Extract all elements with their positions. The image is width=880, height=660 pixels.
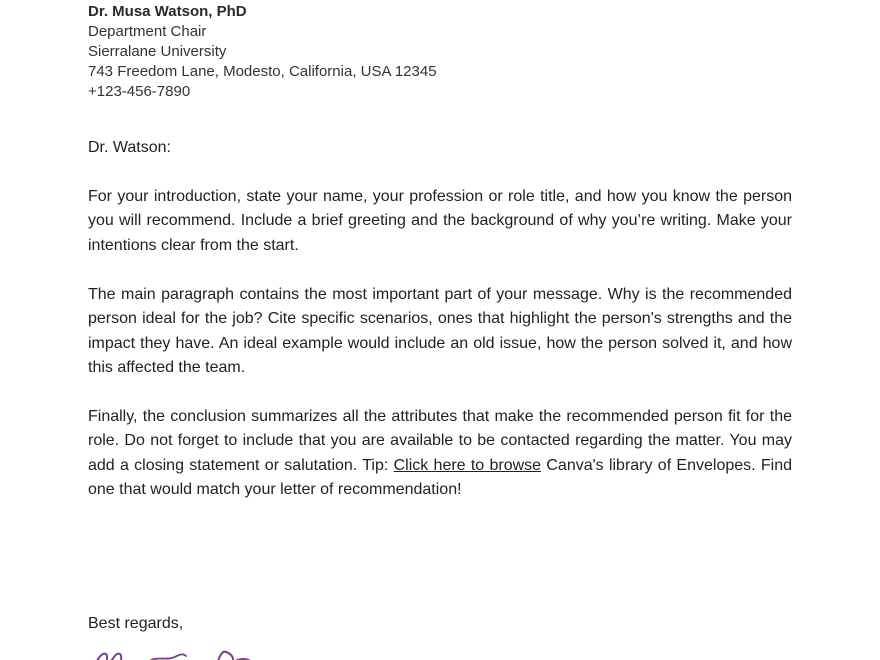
- signature-stroke-3: [216, 652, 253, 660]
- recipient-block: [88, 2, 792, 102]
- body-paragraph-intro: For your introduction, state your name, your profession or role title, and how you know the person you will recommend. Include a brief greeting and the background of why you’re writing. Make your intentions clear from the start.: [88, 188, 792, 254]
- recipient-organization: Sierralane University: [88, 43, 227, 60]
- recipient-phone: +123-456-7890: [88, 83, 191, 100]
- conclusion-text-end: Canva's library of Envelopes. Find one that would match your letter of recommendation!: [88, 456, 792, 499]
- closing-line: Best regards,: [88, 615, 184, 632]
- conclusion-text-start: Finally, the conclusion summarizes all the attributes that make the recommended person fit for the role. Do not forget to include that you are available to be contacted regarding the matter. You may add a closing statement or salutation. Tip:: [88, 408, 792, 474]
- signature-stroke-1: [92, 654, 124, 660]
- recipient-title: Department Chair: [88, 23, 207, 40]
- signature-stroke-2: [148, 654, 186, 660]
- recipient-name: Dr. Musa Watson, PhD: [88, 3, 247, 20]
- recipient-address: 743 Freedom Lane, Modesto, California, USA 12345: [88, 63, 437, 80]
- body-paragraph-conclusion: [88, 405, 792, 503]
- signature-icon: [86, 640, 286, 660]
- salutation: Dr. Watson:: [88, 139, 171, 156]
- body-paragraph-main: The main paragraph contains the most important part of your message. Why is the recommended person ideal for the job? Cite specific scenarios, ones that highlight the person's strengths and the impact they have. An ideal example would include an old issue, how the person solved it, and how this affected the team.: [88, 286, 792, 377]
- browse-envelopes-link[interactable]: Click here to browse: [393, 456, 542, 474]
